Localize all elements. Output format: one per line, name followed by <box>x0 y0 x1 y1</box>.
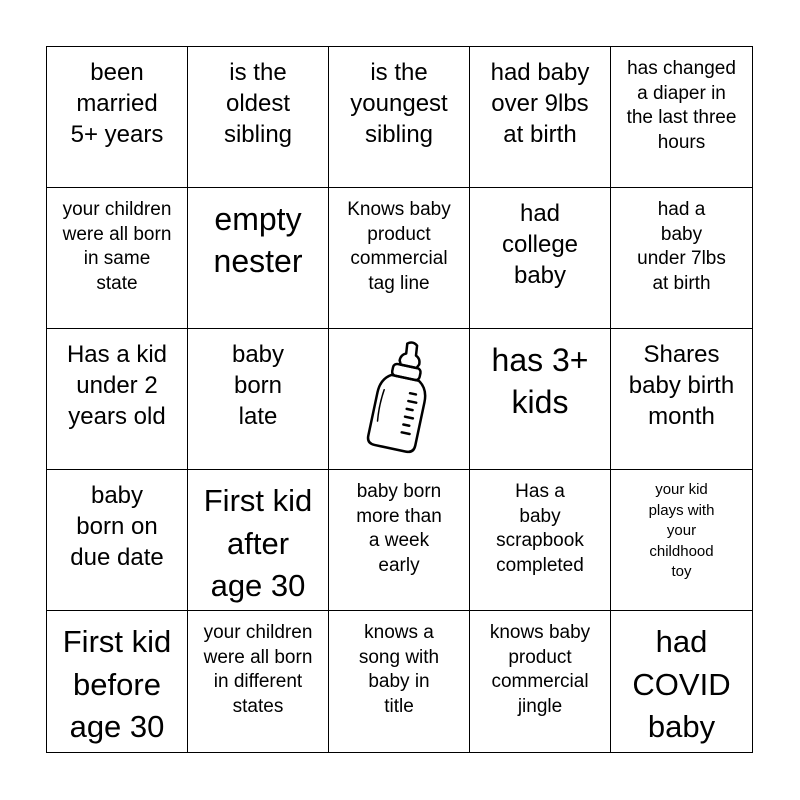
bingo-cell[interactable] <box>611 470 752 611</box>
bingo-free-cell[interactable] <box>329 329 470 470</box>
bingo-cell-text: your children were all born in different states <box>203 622 313 717</box>
bingo-cell[interactable] <box>611 329 752 470</box>
bingo-cell-text: Knows baby product commercial tag line <box>347 199 451 294</box>
bingo-cell[interactable] <box>47 47 188 188</box>
bingo-cell[interactable] <box>188 611 329 752</box>
baby-bottle-icon <box>349 337 449 462</box>
bingo-cell-text: your children were all born in same state <box>62 199 172 294</box>
bingo-cell-text: is the oldest sibling <box>223 59 293 148</box>
bingo-cell-text: had COVID baby <box>632 624 731 744</box>
bingo-cell-text: Has a baby scrapbook completed <box>496 481 584 576</box>
bingo-grid <box>47 47 752 752</box>
bingo-cell-text: knows a song with baby in title <box>358 622 440 717</box>
bingo-cell-text: had college baby <box>501 200 579 289</box>
bingo-cell-text: First kid before age 30 <box>62 624 172 744</box>
bingo-cell[interactable] <box>329 47 470 188</box>
bingo-cell[interactable] <box>329 611 470 752</box>
bingo-cell-text: been married 5+ years <box>70 59 164 148</box>
bingo-cell[interactable] <box>470 611 611 752</box>
bingo-cell-text: is the youngest sibling <box>350 59 448 148</box>
bingo-cell-text: your kid plays with your childhood toy <box>648 481 715 580</box>
bingo-cell-text: had a baby under 7lbs at birth <box>637 199 726 294</box>
bingo-cell-text: baby born on due date <box>70 482 164 571</box>
bingo-cell[interactable] <box>188 47 329 188</box>
bingo-cell-text: baby born late <box>231 341 285 430</box>
bingo-cell-text: baby born more than a week early <box>356 481 442 576</box>
bingo-cell-text: knows baby product commercial jingle <box>489 622 591 717</box>
bingo-cell-text: has changed a diaper in the last three hours <box>626 58 737 153</box>
bingo-cell-text: Shares baby birth month <box>628 341 735 430</box>
bingo-cell[interactable] <box>188 470 329 611</box>
bingo-cell[interactable] <box>188 329 329 470</box>
bingo-cell[interactable] <box>329 188 470 329</box>
bingo-cell[interactable] <box>47 329 188 470</box>
bingo-cell[interactable] <box>47 188 188 329</box>
bingo-cell[interactable] <box>470 47 611 188</box>
bingo-cell[interactable] <box>611 47 752 188</box>
bingo-cell-text: had baby over 9lbs at birth <box>490 59 590 148</box>
bingo-cell[interactable] <box>47 470 188 611</box>
bingo-cell[interactable] <box>611 188 752 329</box>
bingo-cell-text: has 3+ kids <box>491 342 589 420</box>
bingo-cell-text: Has a kid under 2 years old <box>66 341 168 430</box>
bingo-cell-text: empty nester <box>213 201 303 279</box>
bingo-cell[interactable] <box>329 470 470 611</box>
bingo-card <box>46 46 753 753</box>
bingo-cell[interactable] <box>470 470 611 611</box>
bingo-cell[interactable] <box>47 611 188 752</box>
bingo-cell-text: First kid after age 30 <box>203 483 313 603</box>
bingo-cell[interactable] <box>470 188 611 329</box>
bingo-cell[interactable] <box>611 611 752 752</box>
bingo-cell[interactable] <box>470 329 611 470</box>
bingo-cell[interactable] <box>188 188 329 329</box>
